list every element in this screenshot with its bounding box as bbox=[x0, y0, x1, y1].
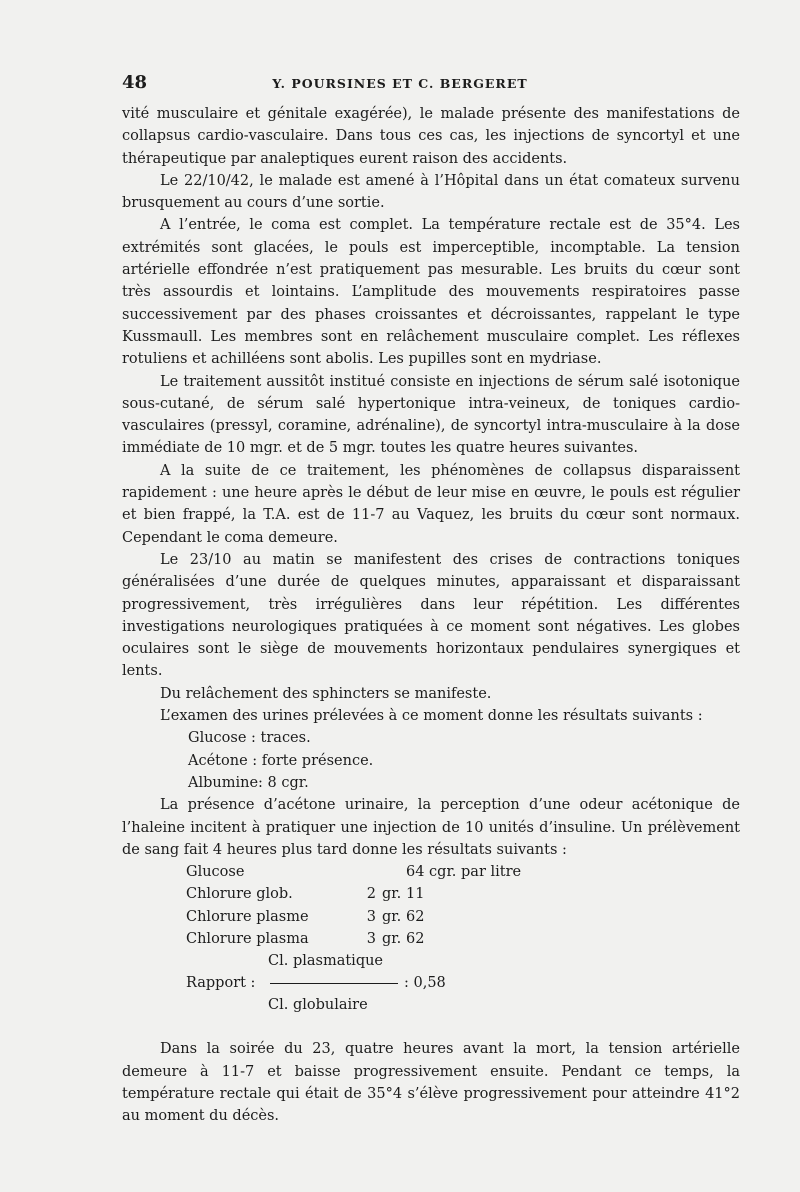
ratio-numerator: Cl. plasmatique bbox=[268, 953, 384, 970]
paragraph-admission: Le 22/10/42, le malade est amené à l’Hôpital dans un état comateux survenu brusquement au cours d’une sortie. bbox=[122, 172, 740, 212]
blood-results-table bbox=[186, 861, 521, 950]
paragraph-recovery: A la suite de ce traitement, les phénomènes de collapsus disparaissent rapidement : une heure après le début de leur mise en œuvre, le pouls est régulier et bien frappé, la T.A. est de 11-7 au Vaquez, les bruits du cœur sont normaux. Cependant le coma demeure. bbox=[122, 462, 740, 546]
urine-result-glucose: Glucose : traces. bbox=[188, 730, 311, 747]
paragraph-crises: Le 23/10 au matin se manifestent des crises de contractions toniques généralisées d’une durée de quelques minutes, apparaissant et disparaissant progressivement, très irrégulières dans leur répétition. Les différentes investigations neurologiques pratiquées à ce moment sont négatives. Les globes oculaires sont le siège de mouvements horizontaux pendulaires synergiques et lents. bbox=[122, 551, 740, 680]
fraction-bar bbox=[270, 983, 398, 984]
paragraph-treatment: Le traitement aussitôt institué consiste en injections de sérum salé isotonique sous-cutané, de sérum salé hypertonique intra-veineux, de toniques cardio-vasculaires (pressyl, coramine, adrénaline), de syncortyl intra-musculaire à la dose immédiate de 10 mgr. et de 5 mgr. toutes les quatre heures suivantes. bbox=[122, 373, 740, 457]
table-row: Chlorure plasma 3 gr. 62 bbox=[186, 930, 425, 947]
table-row: Chlorure plasme 3 gr. 62 bbox=[186, 908, 425, 925]
paragraph-insulin: La présence d’acétone urinaire, la perception d’une odeur acétonique de l’haleine incitent à pratiquer une injection de 10 unités d’insuline. Un prélèvement de sang fait 4 heures plus tard donne les résultats suivants : bbox=[122, 797, 740, 858]
urine-result-acetone: Acétone : forte présence. bbox=[188, 752, 374, 769]
paragraph-death: Dans la soirée du 23, quatre heures avant la mort, la tension artérielle demeure à 11-7 et baisse progressivement ensuite. Pendant ce temps, la température rectale qui était de 35°4 s’élève progressivement pour atteindre 41°2 au moment du décès. bbox=[122, 1041, 740, 1125]
chloride-ratio-formula bbox=[186, 950, 740, 1038]
page-number: 48 bbox=[122, 72, 148, 93]
paragraph-entry-exam: A l’entrée, le coma est complet. La température rectale est de 35°4. Les extrémités sont glacées, le pouls est imperceptible, incomptable. La tension artérielle effondrée n’est pratiquement pas mesurable. Les bruits du cœur sont très assourdis et lointains. L’amplitude des mouvements respiratoires passe successivement par des phases croissantes et décroissantes, rappelant le type Kussmaull. Les membres sont en relâchement musculaire complet. Les réflexes rotuliens et achilléens sont abolis. Les pupilles sont en mydriase. bbox=[122, 217, 740, 368]
paragraph-continued: vité musculaire et génitale exagérée), le malade présente des manifestations de collapsus cardio-vasculaire. Dans tous ces cas, les injections de syncortyl et une thérapeutique par analeptiques eurent raison des accidents. bbox=[122, 106, 740, 167]
ratio-value: : 0,58 bbox=[404, 975, 446, 992]
ratio-label: Rapport : bbox=[186, 975, 256, 992]
urine-result-albumine: Albumine: 8 cgr. bbox=[188, 774, 309, 791]
paragraph-urine-intro: L’examen des urines prélevées à ce moment donne les résultats suivants : bbox=[160, 708, 703, 725]
table-row: Glucose 64 cgr. par litre bbox=[186, 864, 522, 881]
running-title: Y. POURSINES ET C. BERGERET bbox=[272, 76, 528, 91]
ratio-denominator: Cl. globulaire bbox=[268, 997, 368, 1014]
paragraph-sphincters: Du relâchement des sphincters se manifeste. bbox=[160, 685, 492, 702]
body-text bbox=[122, 103, 740, 1127]
urine-results-list bbox=[188, 727, 740, 794]
table-row: Chlorure glob. 2 gr. 11 bbox=[186, 886, 425, 903]
